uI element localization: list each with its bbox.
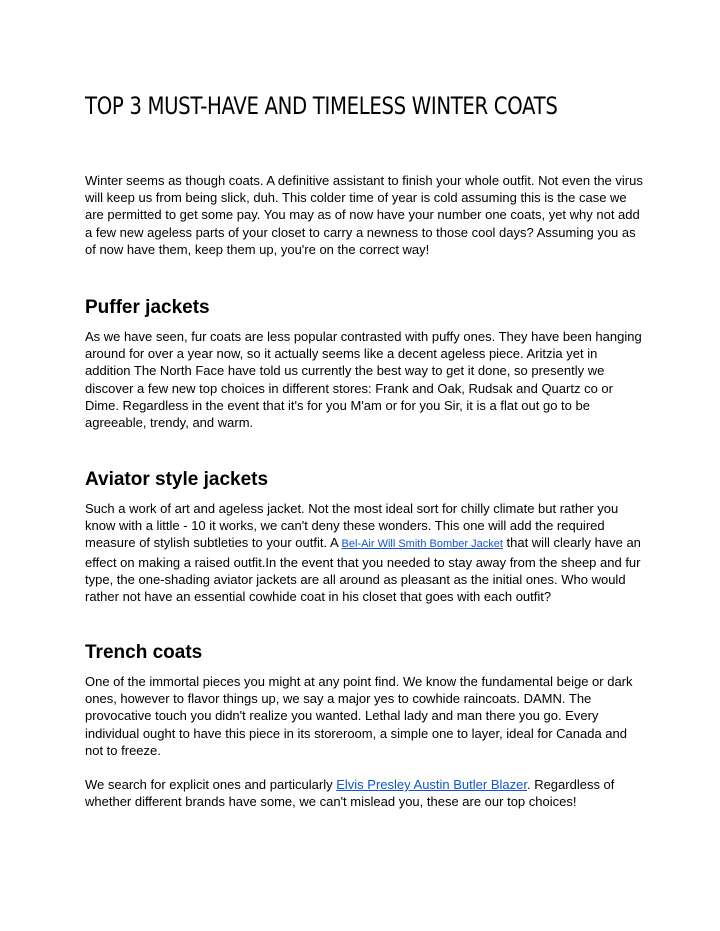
section-body-trench: One of the immortal pieces you might at any point find. We know the fundamental beige or dark ones, however to flavor things up, we say a major yes to cowhide raincoats. DAMN. The provocative touch you didn't realize you wanted. Lethal lady and man there you go. Every individual ought to have this piece in its storeroom, a simple one to layer, ideal for Canada and not to freeze. [85,674,633,758]
bel-air-bomber-jacket-link[interactable]: Bel-Air Will Smith Bomber Jacket [341,538,503,551]
closing-paragraph [85,776,645,810]
section-heading-puffer: Puffer jackets [85,297,210,318]
section-body-puffer: As we have seen, fur coats are less popular contrasted with puffy ones. They have been hanging around for over a year now, so it actually seems like a decent ageless piece. Aritzia yet in addition The North Face have told us currently the best way to get it done, so presently we discover a few new top choices in different stores: Frank and Oak, Rudsak and Quartz co or Dime. Regardless in the event that it's for you M'am or for you Sir, it is a flat out go to be agreeable, trendy, and warm. [85,329,642,431]
section-heading-trench: Trench coats [85,642,203,663]
section-body-aviator [85,500,645,605]
section-heading-aviator: Aviator style jackets [85,469,269,490]
intro-paragraph: Winter seems as though coats. A definitive assistant to finish your whole outfit. Not even the virus will keep us from being slick, duh. This colder time of year is cold assuming this is the case we are permitted to get some pay. You may as of now have your number one coats, yet why not add a few new ageless parts of your closet to carry a newness to those cool days? Assuming you as of now have them, keep them up, you're on the correct way! [85,173,643,257]
elvis-presley-blazer-link[interactable]: Elvis Presley Austin Butler Blazer [336,777,527,792]
closing-text-after-link: . Regardless of whether different brands have some, we can't mislead you, these are our top choices! [85,777,615,810]
closing-text-before-link: We search for explicit ones and particularly [85,777,337,792]
aviator-text-before-link: Such a work of art and ageless jacket. Not the most ideal sort for chilly climate but rather you know with a little - 10 it works, we can't deny these wonders. This one will add the required measure of stylish subtleties to your outfit. A [85,501,619,551]
page-title: TOP 3 MUST-HAVE AND TIMELESS WINTER COATS [85,92,558,120]
aviator-text-after-link: that will clearly have an effect on making a raised outfit.In the event that you needed to stay away from the sheep and fur type, the one-shading aviator jackets are all around as pleasant as the initial ones. Who would rather not have an essential cowhide coat in his closet that goes with each outfit? [85,535,641,605]
